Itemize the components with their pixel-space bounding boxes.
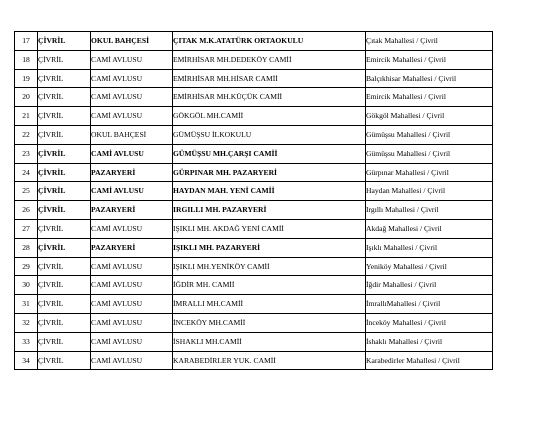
area-type-cell: OKUL BAHÇESİ (91, 32, 173, 51)
place-name-cell: EMİRHİSAR MH.HİSAR CAMİİ (173, 69, 366, 88)
district-cell: ÇİVRİL (38, 351, 91, 370)
address-cell: İnceköy Mahallesi / Çivril (366, 313, 493, 332)
area-type-cell: PAZARYERİ (91, 238, 173, 257)
address-cell: Emircik Mahallesi / Çivril (366, 50, 493, 69)
row-number: 21 (15, 107, 38, 126)
address-cell: Karabedirler Mahallesi / Çivril (366, 351, 493, 370)
location-table (14, 31, 493, 370)
district-cell: ÇİVRİL (38, 32, 91, 51)
district-cell: ÇİVRİL (38, 295, 91, 314)
area-type-cell: CAMİ AVLUSU (91, 332, 173, 351)
district-cell: ÇİVRİL (38, 257, 91, 276)
area-type-cell: CAMİ AVLUSU (91, 219, 173, 238)
area-type-cell: CAMİ AVLUSU (91, 313, 173, 332)
address-cell: İmrallıMahallesi / Çivril (366, 295, 493, 314)
address-cell: Gökgöl Mahallesi / Çivril (366, 107, 493, 126)
district-cell: ÇİVRİL (38, 50, 91, 69)
area-type-cell: CAMİ AVLUSU (91, 88, 173, 107)
place-name-cell: KARABEDİRLER YUK. CAMİİ (173, 351, 366, 370)
row-number: 22 (15, 125, 38, 144)
place-name-cell: IŞIKLI MH. PAZARYERİ (173, 238, 366, 257)
district-cell: ÇİVRİL (38, 182, 91, 201)
place-name-cell: GÜRPINAR MH. PAZARYERİ (173, 163, 366, 182)
row-number: 29 (15, 257, 38, 276)
table-row (15, 313, 493, 332)
row-number: 19 (15, 69, 38, 88)
place-name-cell: GÜMÜŞSU İLKOKULU (173, 125, 366, 144)
district-cell: ÇİVRİL (38, 313, 91, 332)
address-cell: Gümüşsu Mahallesi / Çivril (366, 144, 493, 163)
area-type-cell: OKUL BAHÇESİ (91, 125, 173, 144)
row-number: 27 (15, 219, 38, 238)
place-name-cell: GÖKGÖL MH.CAMİİ (173, 107, 366, 126)
district-cell: ÇİVRİL (38, 144, 91, 163)
address-cell: Gürpınar Mahallesi / Çivril (366, 163, 493, 182)
address-cell: Çıtak Mahallesi / Çivril (366, 32, 493, 51)
row-number: 26 (15, 201, 38, 220)
district-cell: ÇİVRİL (38, 88, 91, 107)
location-table-body (15, 32, 493, 370)
place-name-cell: EMİRHİSAR MH.KÜÇÜK CAMİİ (173, 88, 366, 107)
area-type-cell: CAMİ AVLUSU (91, 50, 173, 69)
district-cell: ÇİVRİL (38, 276, 91, 295)
area-type-cell: PAZARYERİ (91, 163, 173, 182)
address-cell: Balçıkhisar Mahallesi / Çivril (366, 69, 493, 88)
place-name-cell: İSHAKLI MH.CAMİİ (173, 332, 366, 351)
row-number: 25 (15, 182, 38, 201)
area-type-cell: CAMİ AVLUSU (91, 182, 173, 201)
row-number: 30 (15, 276, 38, 295)
district-cell: ÇİVRİL (38, 69, 91, 88)
district-cell: ÇİVRİL (38, 163, 91, 182)
area-type-cell: CAMİ AVLUSU (91, 276, 173, 295)
area-type-cell: CAMİ AVLUSU (91, 295, 173, 314)
area-type-cell: CAMİ AVLUSU (91, 257, 173, 276)
table-row (15, 50, 493, 69)
table-row (15, 107, 493, 126)
table-row (15, 219, 493, 238)
place-name-cell: ÇITAK M.K.ATATÜRK ORTAOKULU (173, 32, 366, 51)
place-name-cell: HAYDAN MAH. YENİ CAMİİ (173, 182, 366, 201)
district-cell: ÇİVRİL (38, 125, 91, 144)
district-cell: ÇİVRİL (38, 201, 91, 220)
place-name-cell: IŞIKLI MH.YENİKÖY CAMİİ (173, 257, 366, 276)
address-cell: Gümüşsu Mahallesi / Çivril (366, 125, 493, 144)
area-type-cell: PAZARYERİ (91, 201, 173, 220)
table-row (15, 295, 493, 314)
area-type-cell: CAMİ AVLUSU (91, 69, 173, 88)
address-cell: Emircik Mahallesi / Çivril (366, 88, 493, 107)
row-number: 34 (15, 351, 38, 370)
address-cell: Irgıllı Mahallesi / Çivril (366, 201, 493, 220)
area-type-cell: CAMİ AVLUSU (91, 107, 173, 126)
district-cell: ÇİVRİL (38, 107, 91, 126)
table-row (15, 88, 493, 107)
row-number: 31 (15, 295, 38, 314)
row-number: 20 (15, 88, 38, 107)
address-cell: Yeniköy Mahallesi / Çivril (366, 257, 493, 276)
address-cell: İğdir Mahallesi / Çivril (366, 276, 493, 295)
district-cell: ÇİVRİL (38, 238, 91, 257)
table-row (15, 351, 493, 370)
table-row (15, 163, 493, 182)
address-cell: Işıklı Mahallesi / Çivril (366, 238, 493, 257)
table-row (15, 69, 493, 88)
table-row (15, 257, 493, 276)
row-number: 24 (15, 163, 38, 182)
district-cell: ÇİVRİL (38, 219, 91, 238)
table-row (15, 276, 493, 295)
place-name-cell: İĞDİR MH. CAMİİ (173, 276, 366, 295)
area-type-cell: CAMİ AVLUSU (91, 351, 173, 370)
address-cell: İshaklı Mahallesi / Çivril (366, 332, 493, 351)
table-row (15, 332, 493, 351)
row-number: 32 (15, 313, 38, 332)
table-row (15, 201, 493, 220)
row-number: 28 (15, 238, 38, 257)
table-row (15, 238, 493, 257)
table-row (15, 32, 493, 51)
place-name-cell: IŞIKLI MH. AKDAĞ YENİ CAMİİ (173, 219, 366, 238)
place-name-cell: GÜMÜŞSU MH.ÇARŞI CAMİİ (173, 144, 366, 163)
place-name-cell: İMRALLI MH.CAMİİ (173, 295, 366, 314)
address-cell: Akdağ Mahallesi / Çivril (366, 219, 493, 238)
place-name-cell: EMİRHİSAR MH.DEDEKÖY CAMİİ (173, 50, 366, 69)
row-number: 23 (15, 144, 38, 163)
area-type-cell: CAMİ AVLUSU (91, 144, 173, 163)
address-cell: Haydan Mahallesi / Çivril (366, 182, 493, 201)
row-number: 17 (15, 32, 38, 51)
table-row (15, 182, 493, 201)
table-row (15, 125, 493, 144)
place-name-cell: İNCEKÖY MH.CAMİİ (173, 313, 366, 332)
table-row (15, 144, 493, 163)
district-cell: ÇİVRİL (38, 332, 91, 351)
place-name-cell: IRGILLI MH. PAZARYERİ (173, 201, 366, 220)
row-number: 18 (15, 50, 38, 69)
row-number: 33 (15, 332, 38, 351)
